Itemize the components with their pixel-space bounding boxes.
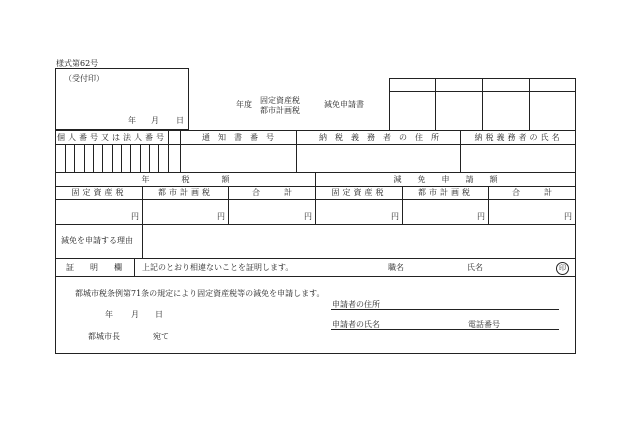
digit-sep [65,144,66,172]
header-personal-number: 個人番号又は法人番号 [57,133,167,142]
yen-unit: 円 [217,212,225,221]
certifier-title: 職名 [388,263,404,272]
applicant-address-line [331,309,559,310]
applicant-name-label: 申請者の氏名 [332,320,380,329]
row-line-224 [55,224,576,225]
reason-divider [142,224,143,258]
annual-tax-label: 年 税 額 [141,175,230,184]
grid-col-2 [435,78,436,130]
yen-unit: 円 [304,212,312,221]
exemption-request-label: 減 免 申 請 額 [393,175,498,184]
col-460 [460,130,461,172]
row-line-276 [55,276,576,277]
applicant-address-label: 申請者の住所 [332,300,380,309]
frame-bottom [55,353,576,354]
col-head-city-planning-1: 都市計画税 [158,188,213,197]
digit-sep [112,144,113,172]
phone-label: 電話番号 [468,320,500,329]
application-month: 月 [131,310,139,319]
mayor-label: 都城市長 [88,332,120,341]
title-fiscal-year: 年度 [236,100,252,109]
frame-right [575,78,576,354]
addressed-to: 宛て [153,332,169,341]
header-taxpayer-name: 納税義務者の氏名 [474,133,563,142]
application-day: 日 [155,310,163,319]
application-year: 年 [105,310,113,319]
grid-col-1 [389,78,390,130]
receipt-year: 年 [128,116,136,125]
col-315 [315,172,316,224]
applicant-name-line [331,329,559,330]
digit-sep [158,144,159,172]
col-head-fixed-asset-1: 固定資産税 [71,188,127,197]
digit-sep [130,144,131,172]
document-title: 減免申請書 [324,100,364,109]
digit-sep [121,144,122,172]
row-line-130 [55,130,576,131]
grid-col-3 [482,78,483,130]
cert-divider [134,258,135,276]
seal-mark: 印 [556,262,569,275]
col-296 [296,130,297,172]
title-tax-line2: 都市計画税 [260,106,300,115]
digit-sep [84,144,85,172]
col-180 [180,130,181,172]
col-head-fixed-asset-2: 固定資産税 [331,188,387,197]
digit-sep [140,144,141,172]
yen-unit: 円 [477,212,485,221]
col-head-total-1: 合 計 [252,188,292,197]
certifier-name: 氏名 [467,263,483,272]
certification-text: 上記のとおり相違ないことを証明します。 [142,263,294,272]
receipt-day: 日 [176,116,184,125]
title-tax-line1: 固定資産税 [260,96,300,105]
col-head-city-planning-2: 都市計画税 [418,188,473,197]
yen-unit: 円 [131,212,139,221]
reason-label: 減免を申請する理由 [61,236,133,245]
yen-unit: 円 [564,212,572,221]
digit-sep [93,144,94,172]
grid-col-4 [529,78,530,130]
header-taxpayer-address: 納 税 義 務 者 の 住 所 [319,133,439,142]
form-number: 様式第62号 [56,59,99,68]
col-168 [168,130,169,172]
digit-sep [74,144,75,172]
certification-label: 証 明 欄 [66,263,122,272]
receipt-month: 月 [151,116,159,125]
receipt-stamp-label: （受付印） [64,74,104,83]
header-notice-number: 通 知 書 番 号 [202,133,274,142]
row-line-144 [55,144,576,145]
digit-sep [149,144,150,172]
digit-sep [102,144,103,172]
yen-unit: 円 [391,212,399,221]
col-head-total-2: 合 計 [512,188,552,197]
application-statement: 都城市税条例第71条の規定により固定資産税等の減免を申請します。 [75,289,325,298]
